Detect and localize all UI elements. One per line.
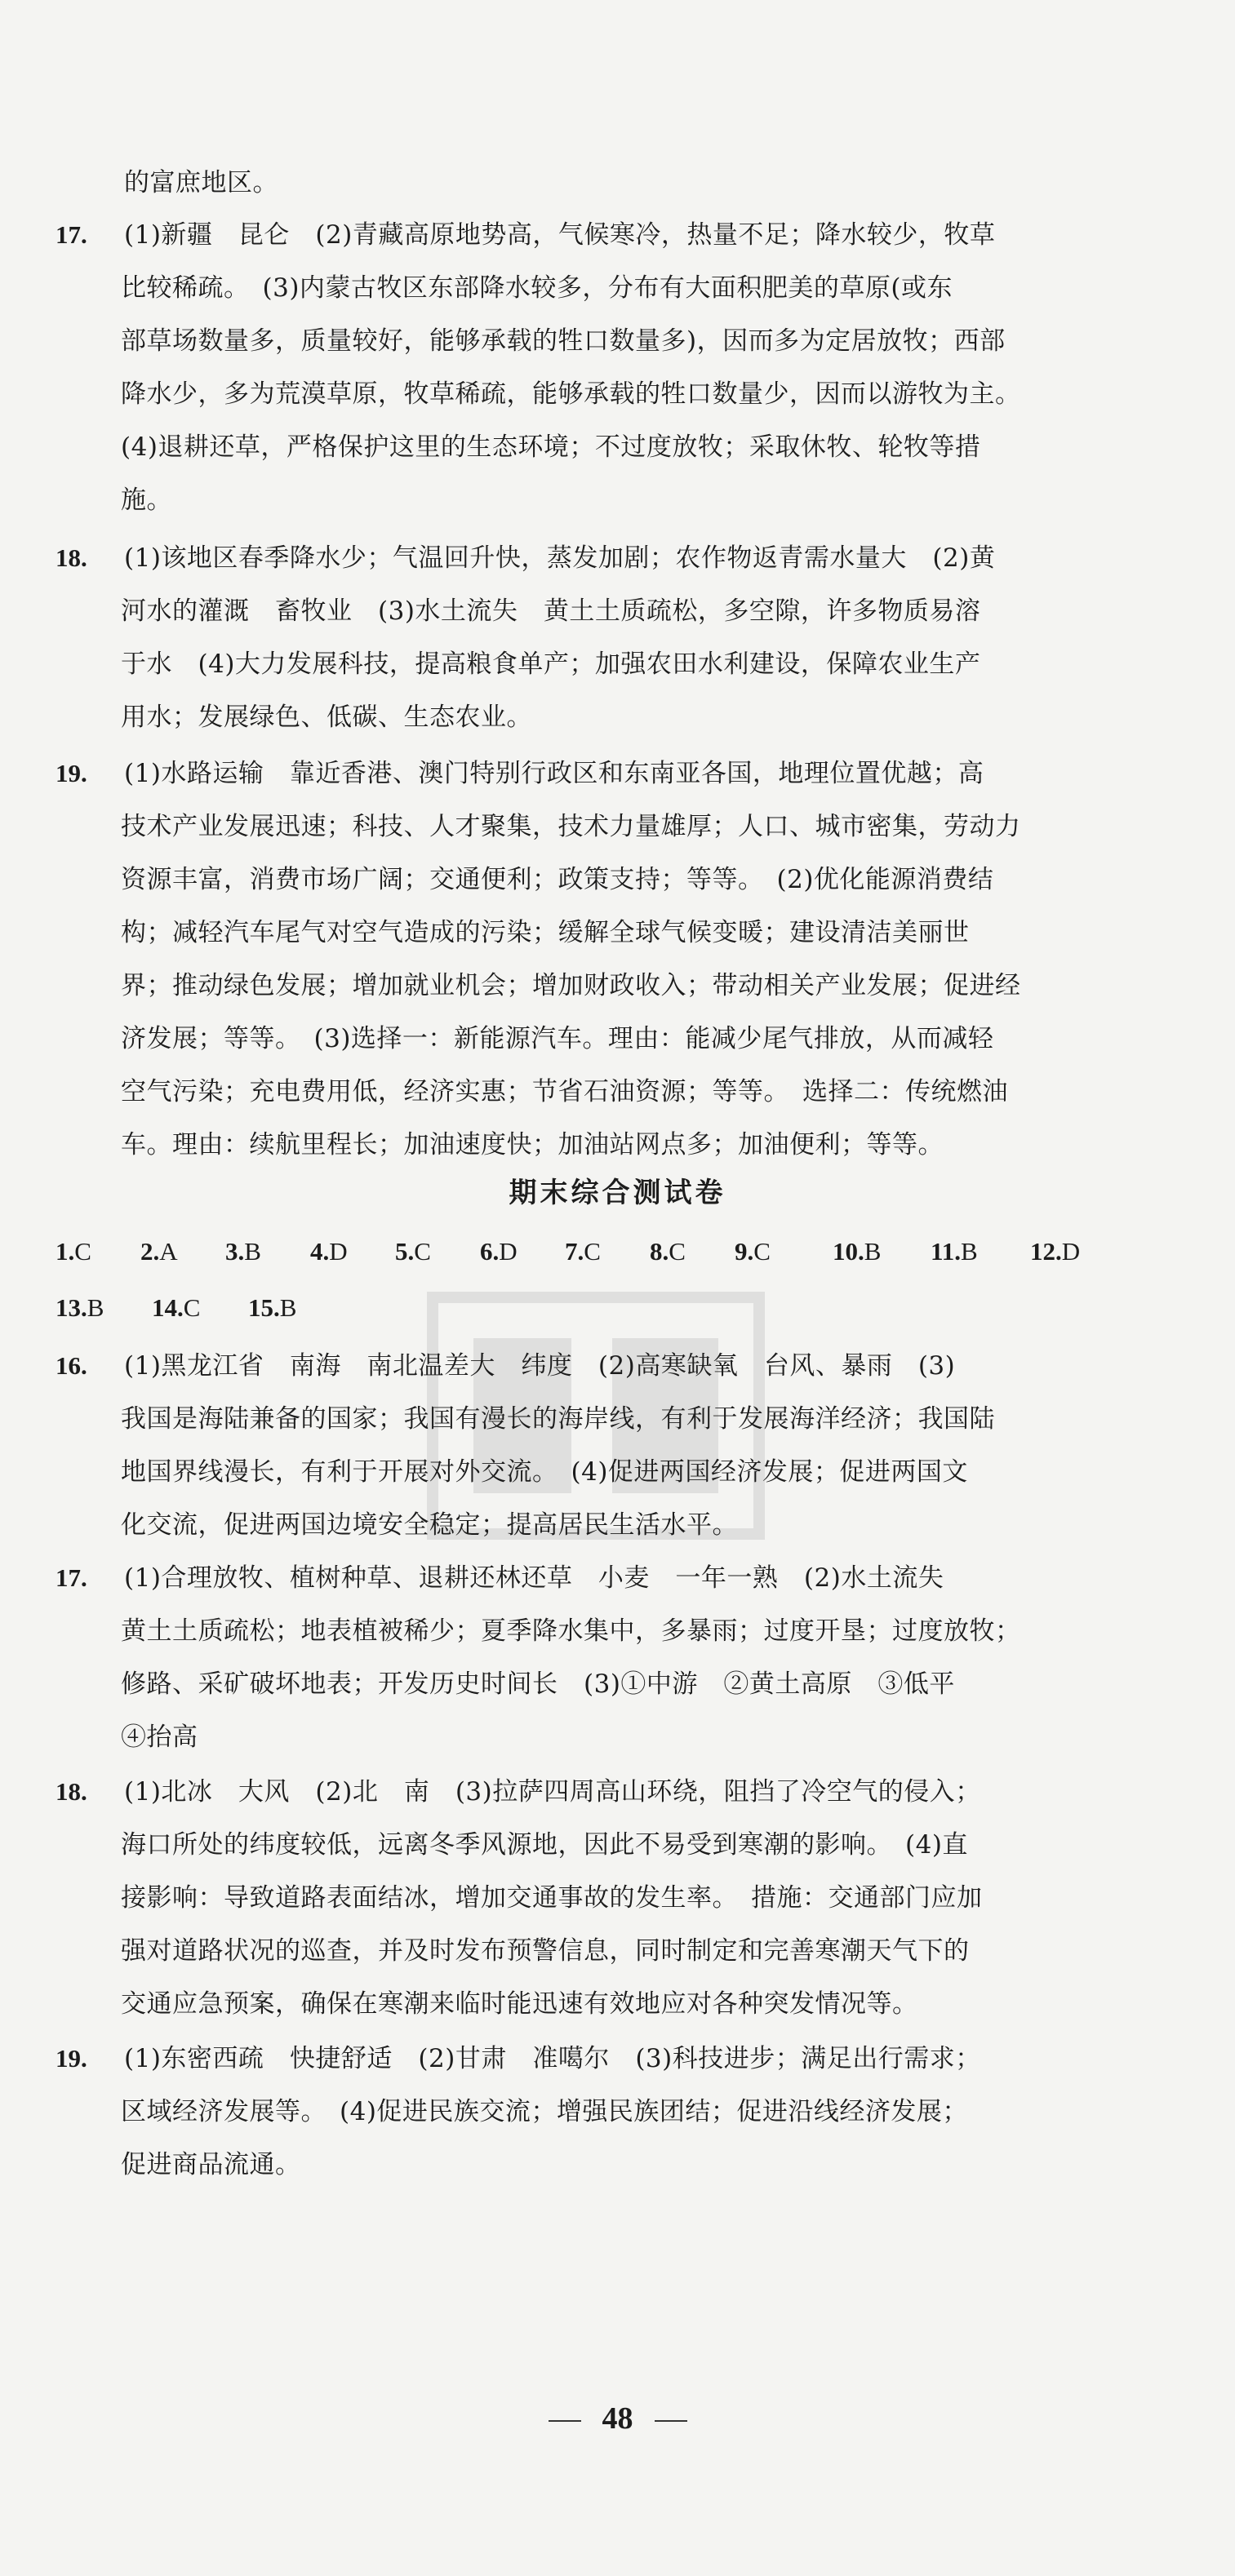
answer-line: (1)黑龙江省 南海 南北温差大 纬度 (2)高寒缺氧 台风、暴雨 (3) <box>124 1351 956 1381</box>
mc-item: 10.B <box>833 1237 882 1266</box>
answer-line: 区域经济发展等。 (4)促进民族交流；增强民族团结；促进沿线经济发展； <box>121 2097 968 2126</box>
answer-line: 空气污染；充电费用低，经济实惠；节省石油资源；等等。 选择二：传统燃油 <box>121 1077 1008 1106</box>
q19-number: 19. <box>56 2044 87 2073</box>
mc-item: 8.C <box>650 1237 686 1266</box>
mc-item: 9.C <box>735 1237 771 1266</box>
answer-line: 我国是海陆兼备的国家；我国有漫长的海岸线，有利于发展海洋经济；我国陆 <box>121 1404 995 1434</box>
q16-tail-text: 的富庶地区。 <box>124 168 278 197</box>
answer-line: 交通应急预案，确保在寒潮来临时能迅速有效地应对各种突发情况等。 <box>121 1989 918 2019</box>
answer-line: 地国界线漫长，有利于开展对外交流。 (4)促进两国经济发展；促进两国文 <box>121 1457 968 1487</box>
mc-item: 13.B <box>56 1293 104 1322</box>
mc-item: 2.A <box>140 1237 178 1266</box>
answer-line: (1)合理放牧、植树种草、退耕还林还草 小麦 一年一熟 (2)水土流失 <box>124 1563 944 1593</box>
answer-line: 技术产业发展迅速；科技、人才聚集，技术力量雄厚；人口、城市密集，劳动力 <box>121 812 1021 841</box>
answer-line: 济发展；等等。 (3)选择一：新能源汽车。理由：能减少尾气排放，从而减轻 <box>121 1024 994 1053</box>
section-title: 期末综合测试卷 <box>509 1177 726 1209</box>
answer-line: 用水；发展绿色、低碳、生态农业。 <box>121 703 532 732</box>
mc-item: 6.D <box>480 1237 518 1266</box>
dash-left <box>549 2420 581 2422</box>
answer-line: (1)该地区春季降水少；气温回升快，蒸发加剧；农作物返青需水量大 (2)黄 <box>124 543 996 573</box>
answer-line: 部草场数量多，质量较好，能够承载的牲口数量多)，因而多为定居放牧；西部 <box>121 326 1006 356</box>
mc-item: 11.B <box>931 1237 978 1266</box>
q17-number: 17. <box>56 1563 87 1592</box>
answer-line: 海口所处的纬度较低，远离冬季风源地，因此不易受到寒潮的影响。 (4)直 <box>121 1830 968 1860</box>
answer-line: 资源丰富，消费市场广阔；交通便利；政策支持；等等。 (2)优化能源消费结 <box>121 865 994 894</box>
answer-line: 构；减轻汽车尾气对空气造成的污染；缓解全球气候变暖；建设清洁美丽世 <box>121 918 970 947</box>
mc-item: 12.D <box>1030 1237 1081 1266</box>
mc-item: 3.B <box>225 1237 261 1266</box>
q16-number: 16. <box>56 1351 87 1380</box>
mc-item: 1.C <box>56 1237 91 1266</box>
q17-number: 17. <box>56 220 87 249</box>
answer-line: (4)退耕还草，严格保护这里的生态环境；不过度放牧；采取休牧、轮牧等措 <box>121 432 981 462</box>
mc-item: 5.C <box>395 1237 431 1266</box>
mc-item: 7.C <box>565 1237 601 1266</box>
mc-item: 15.B <box>248 1293 297 1322</box>
q18-number: 18. <box>56 543 87 572</box>
answer-line: 接影响：导致道路表面结冰，增加交通事故的发生率。 措施：交通部门应加 <box>121 1883 983 1913</box>
answer-line: 降水少，多为荒漠草原，牧草稀疏，能够承载的牲口数量少，因而以游牧为主。 <box>121 379 1021 409</box>
answer-line: 河水的灌溉 畜牧业 (3)水土流失 黄土土质疏松，多空隙，许多物质易溶 <box>121 596 981 626</box>
answer-line: 施。 <box>121 485 172 515</box>
answer-line: 强对道路状况的巡查，并及时发布预警信息，同时制定和完善寒潮天气下的 <box>121 1936 970 1966</box>
answer-line: ④抬高 <box>121 1723 198 1752</box>
answer-line: 修路、采矿破坏地表；开发历史时间长 (3)①中游 ②黄土高原 ③低平 <box>121 1669 955 1699</box>
answer-line: 化交流，促进两国边境安全稳定；提高居民生活水平。 <box>121 1510 738 1540</box>
answer-line: 促进商品流通。 <box>121 2150 301 2179</box>
page-number-text: 48 <box>602 2401 633 2436</box>
answer-line: 界；推动绿色发展；增加就业机会；增加财政收入；带动相关产业发展；促进经 <box>121 971 1021 1000</box>
answer-line: 比较稀疏。 (3)内蒙古牧区东部降水较多，分布有大面积肥美的草原(或东 <box>121 273 953 303</box>
answer-line: 车。理由：续航里程长；加油速度快；加油站网点多；加油便利；等等。 <box>121 1130 944 1159</box>
mc-item: 14.C <box>152 1293 201 1322</box>
dash-right <box>655 2420 687 2422</box>
answer-line: 于水 (4)大力发展科技，提高粮食单产；加强农田水利建设，保障农业生产 <box>121 650 981 679</box>
answer-line: (1)新疆 昆仑 (2)青藏高原地势高，气候寒冷，热量不足；降水较少，牧草 <box>124 220 996 250</box>
mc-item: 4.D <box>310 1237 348 1266</box>
page-number <box>0 2401 1235 2436</box>
answer-line: 黄土土质疏松；地表植被稀少；夏季降水集中，多暴雨；过度开垦；过度放牧； <box>121 1616 1021 1646</box>
answer-line: (1)东密西疏 快捷舒适 (2)甘肃 准噶尔 (3)科技进步；满足出行需求； <box>124 2044 981 2073</box>
q19-number: 19. <box>56 759 87 787</box>
answer-line: (1)北冰 大风 (2)北 南 (3)拉萨四周高山环绕，阻挡了冷空气的侵入； <box>124 1777 981 1807</box>
q18-number: 18. <box>56 1777 87 1806</box>
answer-line: (1)水路运输 靠近香港、澳门特别行政区和东南亚各国，地理位置优越；高 <box>124 759 984 788</box>
